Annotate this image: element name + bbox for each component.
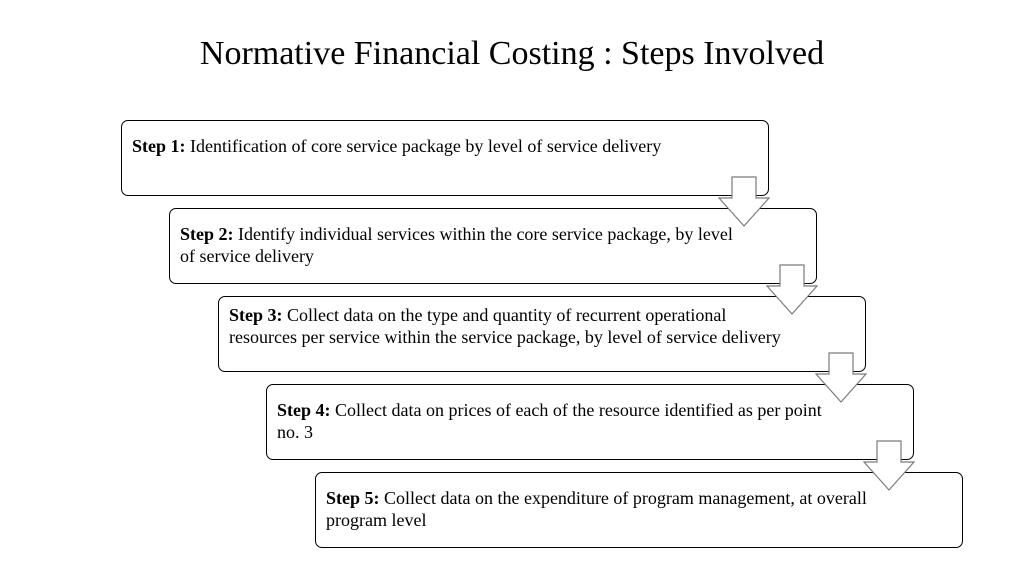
step-2-description: Identify individual services within the core service package, by level of service delivery	[180, 224, 733, 266]
step-1-description: Identification of core service package by level of service delivery	[190, 136, 662, 156]
step-1-text	[132, 135, 692, 157]
step-3-label: Step 3:	[229, 305, 283, 325]
step-5-label: Step 5:	[326, 488, 380, 508]
step-4-label: Step 4:	[277, 400, 331, 420]
down-arrow-icon	[718, 176, 770, 228]
step-2-text	[180, 223, 740, 267]
page-title: Normative Financial Costing : Steps Involved	[199, 35, 825, 72]
down-arrow-icon	[815, 352, 867, 404]
step-1-box	[121, 120, 769, 196]
step-5-text	[326, 487, 886, 531]
step-2-label: Step 2:	[180, 224, 234, 244]
step-3-description: Collect data on the type and quantity of recurrent operational resources per service within the service package, by level of service delivery	[229, 305, 781, 347]
down-arrow-icon	[766, 264, 818, 316]
step-4-description: Collect data on prices of each of the resource identified as per point no. 3	[277, 400, 822, 442]
step-4-text	[277, 399, 837, 443]
step-1-label: Step 1:	[132, 136, 186, 156]
step-5-description: Collect data on the expenditure of program management, at overall program level	[326, 488, 867, 530]
step-3-text	[229, 304, 789, 348]
down-arrow-icon	[863, 440, 915, 492]
